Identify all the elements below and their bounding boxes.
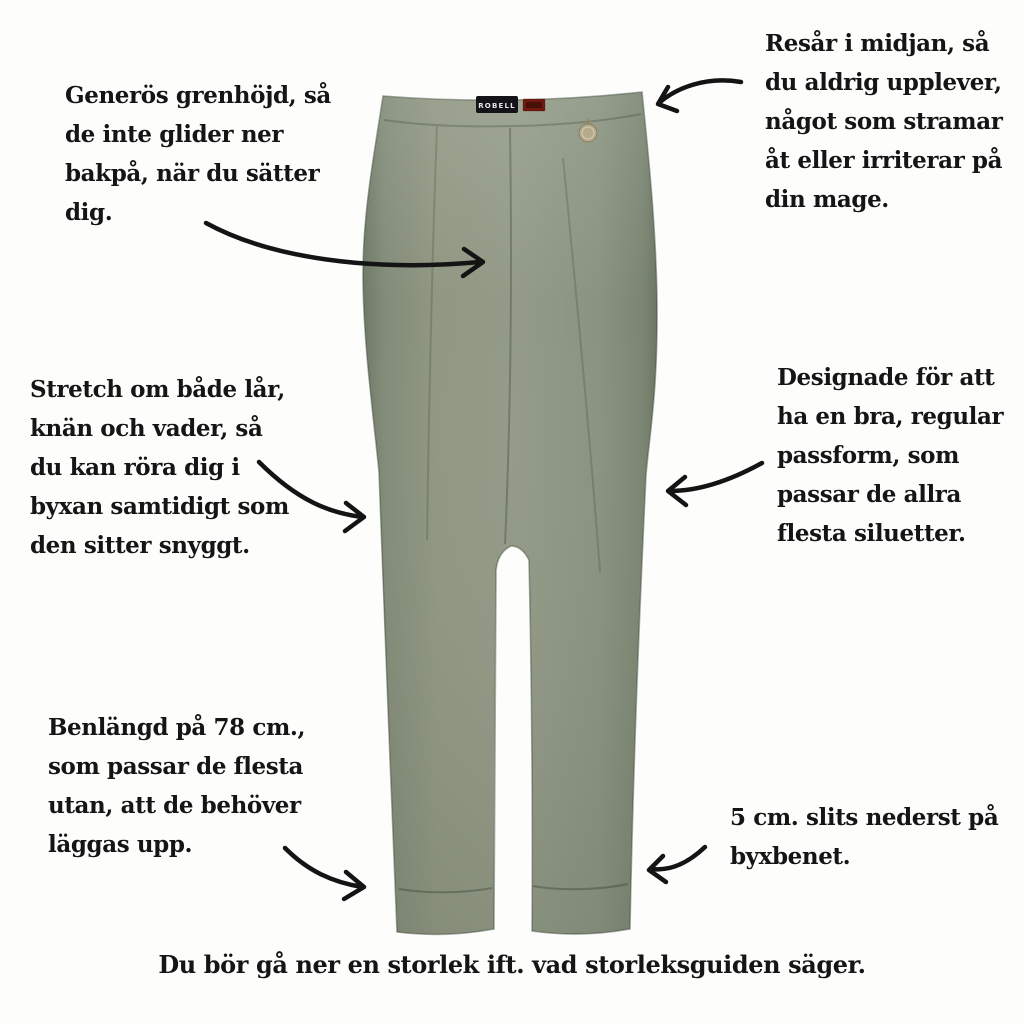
arrow-fit <box>668 463 762 505</box>
annotation-line: passar de allra <box>777 481 962 508</box>
brand-label <box>476 96 518 113</box>
annotation-fit <box>777 358 1003 553</box>
annotation-line: passform, som <box>777 442 960 469</box>
annotation-line: Stretch om både lår, <box>30 376 285 403</box>
annotation-line: ha en bra, regular <box>777 403 1004 430</box>
annotation-line: Benlängd på 78 cm., <box>48 714 306 741</box>
annotation-line: 5 cm. slits nederst på <box>730 804 999 831</box>
annotation-line: du aldrig upplever, <box>765 69 1002 96</box>
annotation-line: du kan röra dig i <box>30 454 240 481</box>
annotation-line: Designade för att <box>777 364 995 391</box>
brand-label-text: ROBELL <box>478 102 516 110</box>
annotation-slit <box>730 798 998 876</box>
annotation-line: dig. <box>65 199 113 226</box>
annotation-line: knän och vader, så <box>30 415 263 442</box>
annotation-line: Resår i midjan, så <box>765 30 990 57</box>
annotation-line: byxan samtidigt som <box>30 493 289 520</box>
arrow-slit <box>649 847 705 882</box>
annotation-stretch <box>30 370 289 565</box>
annotation-line: Generös grenhöjd, så <box>65 82 331 109</box>
annotation-line: som passar de flesta <box>48 753 304 780</box>
annotation-line: åt eller irriterar på <box>765 147 1003 174</box>
annotation-crotch <box>65 76 331 232</box>
red-tag <box>523 99 545 111</box>
annotation-line: läggas upp. <box>48 831 193 858</box>
annotation-length <box>48 708 305 864</box>
annotation-line: din mage. <box>765 186 889 213</box>
pants-image <box>363 92 657 934</box>
annotation-line: byxbenet. <box>730 843 851 870</box>
annotation-line: utan, att de behöver <box>48 792 301 819</box>
annotation-waist <box>765 24 1002 219</box>
annotation-line: den sitter snyggt. <box>30 532 250 559</box>
annotation-line: något som stramar <box>765 108 1003 135</box>
annotation-line: bakpå, när du sätter <box>65 160 320 187</box>
annotation-line: de inte glider ner <box>65 121 284 148</box>
arrow-waist <box>658 80 741 111</box>
annotation-line: flesta siluetter. <box>777 520 966 547</box>
size-advice-note: Du bör gå ner en storlek ift. vad storleksguiden säger. <box>158 950 866 979</box>
